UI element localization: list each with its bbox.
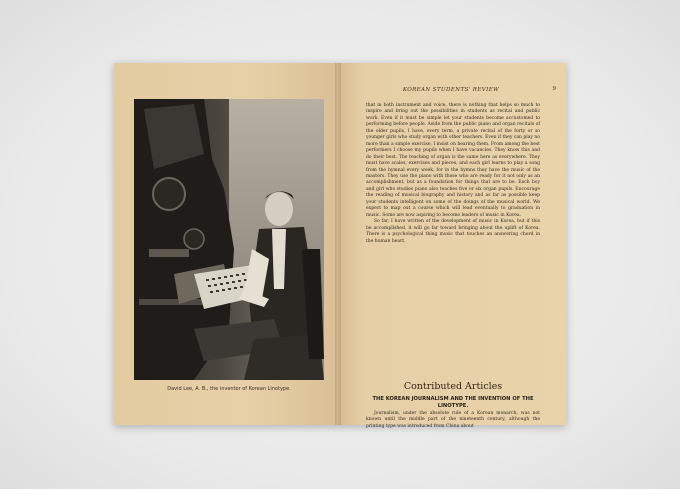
article-text bbox=[366, 411, 540, 430]
body-text bbox=[366, 103, 540, 245]
book-gutter bbox=[335, 63, 341, 425]
left-page bbox=[114, 63, 338, 425]
body-paragraph: So far, I have written of the development of music in Korea, but if this be accomplished, it will go far toward bringing about the uplift of Korea. There is a psychological thing music that touches an answering chord in the human heart. bbox=[366, 219, 540, 244]
open-book-spread bbox=[114, 63, 566, 429]
section-title: Contributed Articles bbox=[403, 381, 503, 392]
linotype-photograph bbox=[134, 99, 324, 380]
page-number: 9 bbox=[552, 86, 556, 92]
article-paragraph: Journalism, under the absolute rule of a Korean monarch, was not known until the middle part of the nineteenth century, although the printing type was introduced from China about bbox=[366, 411, 540, 429]
running-header: KOREAN STUDENTS' REVIEW bbox=[402, 87, 500, 93]
article-title: THE KOREAN JOURNALISM AND THE INVENTION OF THE LINOTYPE. bbox=[372, 396, 534, 409]
right-page bbox=[338, 63, 566, 429]
body-paragraph: that in both instrument and voice, there is nothing that helps so much to inspire and bring out the possibilities in students as recital and public work. Even if it must be simple let your students become accustomed to performing before people. Aside from the public piano and organ recitals of the older pupils, I have, every term, a private recital of the forty or so younger girls who study organ with other teachers. Even if they can play no more than a simple exercise, I insist on hearing them. From among the best performers I choose my pupils when I have vacancies. They know this and do their best. The teaching of organ is the same here as everywhere. They must have scales, exercises and pieces, and each girl learns to play a song from the hymnal every week, for in the hymns they have the music of the masters. They use the piano with those who are ready for it not only as an accomplishment, but as a foundation for things that are to be. Each boy and girl who studies piano also teaches five or six organ pupils. Encourage the reading of musical biography and history and as far as possible keep your students intelligent on some of the doings of the musical world. We expect to map out a course which will lead eventually to graduation in music. Some are now aspiring to become leaders of music in Korea. bbox=[366, 103, 540, 218]
photo-caption: David Lee, A. B., the inventor of Korean Linotype. bbox=[167, 386, 291, 392]
